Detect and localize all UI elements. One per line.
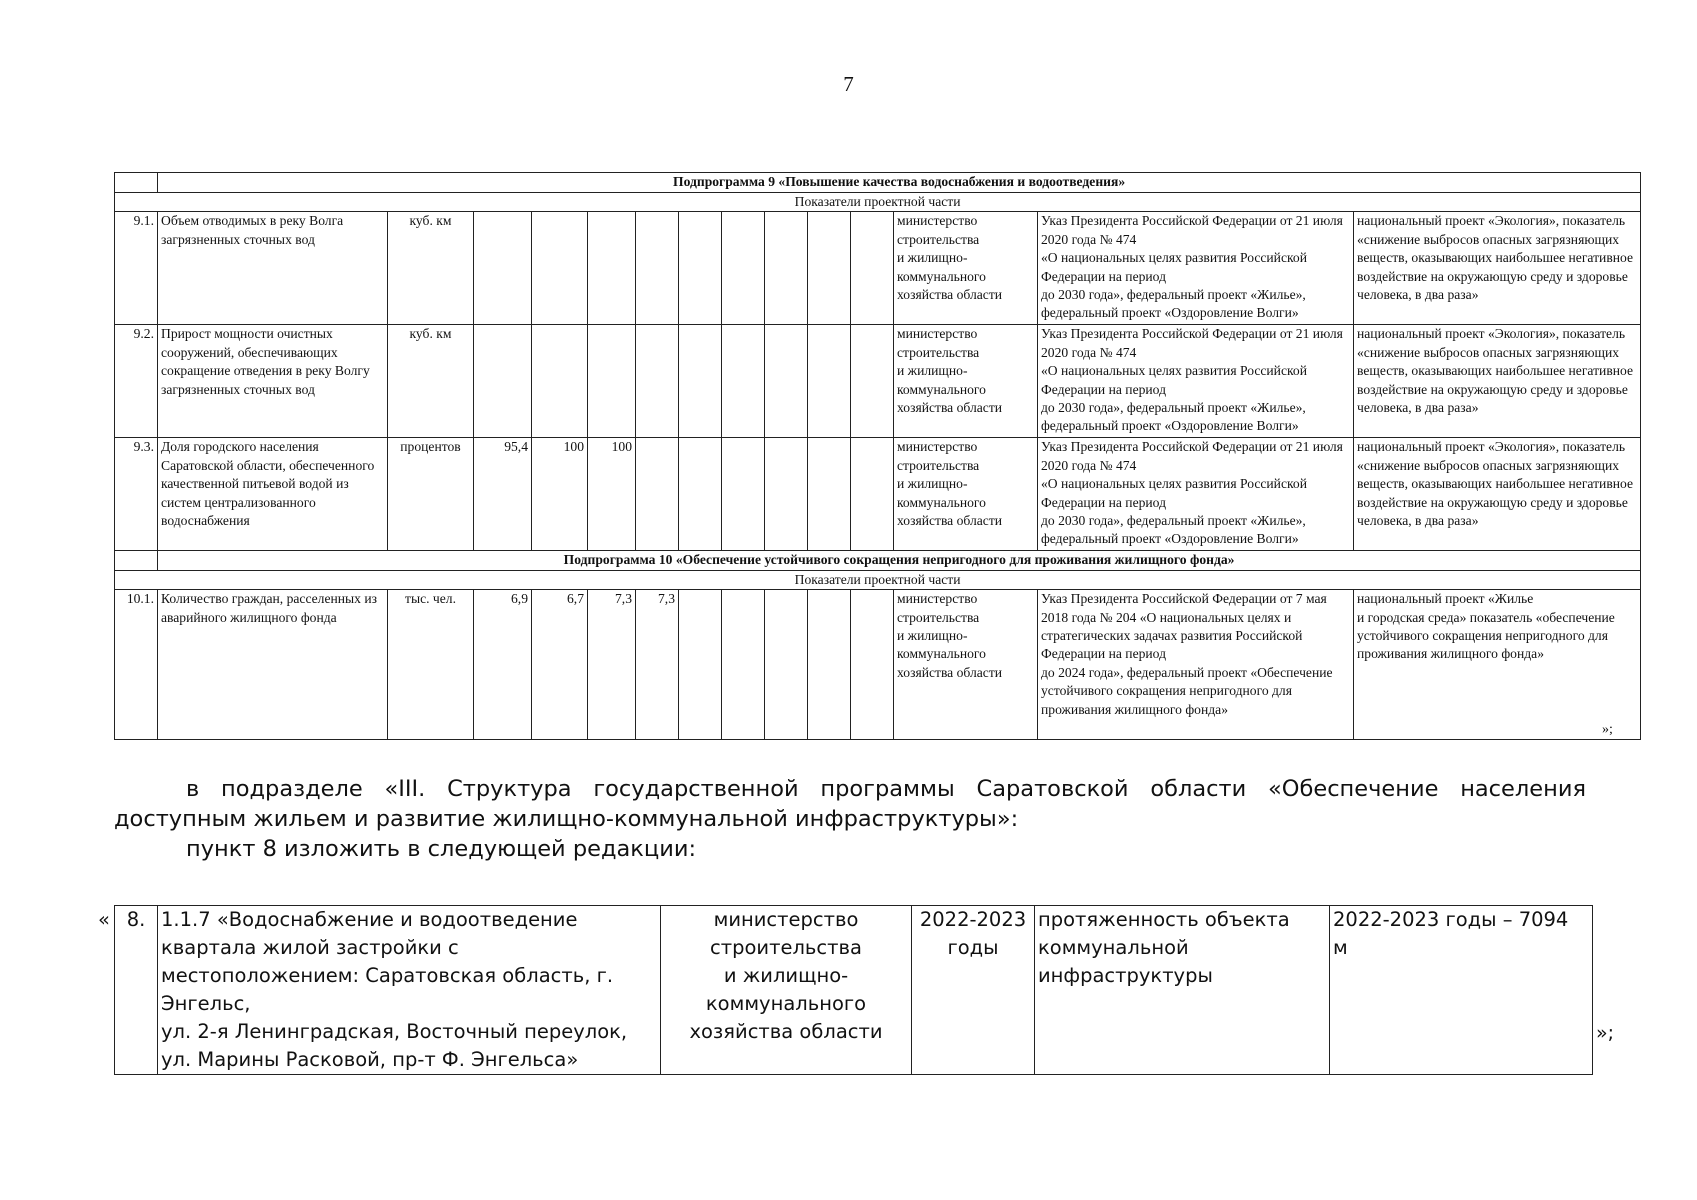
responsible: министерство строительства и жилищно- коммунального хозяйства области	[894, 590, 1038, 740]
subprogram-10-title: Подпрограмма 10 «Обеспечение устойчивого сокращения непригодного для проживания жилищного фонда»	[158, 551, 1641, 570]
unit: процентов	[388, 438, 474, 551]
item-number: 8.	[115, 906, 158, 1075]
value-1	[474, 212, 532, 325]
activity-name: 1.1.7 «Водоснабжение и водоотведение квартала жилой застройки с местоположением: Саратовская область, г. Энгельс, ул. 2-я Ленинградская, Восточный переулок, ул. Марины Расковой, пр-т Ф. Энгельса»	[158, 906, 661, 1075]
national-project-link: национальный проект «Экология», показатель «снижение выбросов опасных загрязняющих веществ, оказывающих наибольшее негативное воздействие на окружающую среду и здоровье человека, в два раза»	[1354, 212, 1641, 325]
value-1: 95,4	[474, 438, 532, 551]
amendment-paragraph-2: пункт 8 изложить в следующей редакции:	[186, 836, 697, 862]
unit: куб. км	[388, 325, 474, 438]
basis: Указ Президента Российской Федерации от 7 мая 2018 года № 204 «О национальных целях и стратегических задачах развития Российской Федерации на период до 2024 года», федеральный проект «Обеспечение устойчивого сокращения непригодного для проживания жилищного фонда»	[1038, 590, 1354, 740]
value-2: 100	[532, 438, 588, 551]
row-number: 9.2.	[115, 325, 158, 438]
responsible: министерство строительства и жилищно- коммунального хозяйства области	[894, 325, 1038, 438]
project-part-label: Показатели проектной части	[115, 193, 1641, 212]
value-4	[636, 212, 679, 325]
project-part-label: Показатели проектной части	[115, 570, 1641, 589]
basis: Указ Президента Российской Федерации от 21 июля 2020 года № 474 «О национальных целях развития Российской Федерации на период до 2030 года», федеральный проект «Жилье», федеральный проект «Оздоровление Волги»	[1038, 325, 1354, 438]
subprogram-9-header-row	[115, 173, 1641, 193]
basis: Указ Президента Российской Федерации от 21 июля 2020 года № 474 «О национальных целях развития Российской Федерации на период до 2030 года», федеральный проект «Жилье», федеральный проект «Оздоровление Волги»	[1038, 212, 1354, 325]
structure-open-quote: «	[98, 908, 110, 931]
indicator: протяженность объекта коммунальной инфраструктуры	[1035, 906, 1330, 1075]
table-row	[115, 906, 1593, 1075]
value-1	[474, 325, 532, 438]
table-row	[115, 590, 1641, 740]
indicator-name: Прирост мощности очистных сооружений, обеспечивающих сокращение отведения в реку Волгу загрязненных сточных вод	[158, 325, 388, 438]
indicators-table	[114, 172, 1641, 740]
subprogram-10-header-row	[115, 551, 1641, 570]
indicator-value: 2022-2023 годы – 7094 м	[1330, 906, 1593, 1075]
indicators-closing-mark: »;	[1602, 722, 1613, 737]
project-part-row	[115, 570, 1641, 589]
national-project-link: национальный проект «Экология», показатель «снижение выбросов опасных загрязняющих веществ, оказывающих наибольшее негативное воздействие на окружающую среду и здоровье человека, в два раза»	[1354, 325, 1641, 438]
responsible: министерство строительства и жилищно- коммунального хозяйства области	[894, 212, 1038, 325]
value-4	[636, 325, 679, 438]
value-2	[532, 325, 588, 438]
basis: Указ Президента Российской Федерации от 21 июля 2020 года № 474 «О национальных целях развития Российской Федерации на период до 2030 года», федеральный проект «Жилье», федеральный проект «Оздоровление Волги»	[1038, 438, 1354, 551]
indicator-name: Объем отводимых в реку Волга загрязненных сточных вод	[158, 212, 388, 325]
row-number: 9.1.	[115, 212, 158, 325]
table-row	[115, 325, 1641, 438]
project-part-row	[115, 193, 1641, 212]
structure-table	[114, 905, 1593, 1075]
value-2	[532, 212, 588, 325]
amendment-paragraph-1: в подразделе «III. Структура государственной программы Саратовской области «Обеспечение населения доступным жильем и развитие жилищно-коммунальной инфраструктуры»:	[114, 776, 1586, 832]
unit: тыс. чел.	[388, 590, 474, 740]
value-4	[636, 438, 679, 551]
period: 2022-2023 годы	[912, 906, 1035, 1075]
responsible: министерство строительства и жилищно- коммунального хозяйства области	[894, 438, 1038, 551]
value-2: 6,7	[532, 590, 588, 740]
page-number: 7	[843, 72, 854, 96]
table-row	[115, 438, 1641, 551]
value-3: 7,3	[588, 590, 636, 740]
value-1: 6,9	[474, 590, 532, 740]
amendment-text	[114, 774, 1586, 864]
subprogram-9-title: Подпрограмма 9 «Повышение качества водоснабжения и водоотведения»	[158, 173, 1641, 193]
structure-closing-mark: »;	[1596, 1022, 1615, 1044]
indicator-name: Доля городского населения Саратовской области, обеспеченного качественной питьевой водой из систем централизованного водоснабжения	[158, 438, 388, 551]
table-row	[115, 212, 1641, 325]
value-3: 100	[588, 438, 636, 551]
national-project-link: национальный проект «Экология», показатель «снижение выбросов опасных загрязняющих веществ, оказывающих наибольшее негативное воздействие на окружающую среду и здоровье человека, в два раза»	[1354, 438, 1641, 551]
responsible: министерство строительства и жилищно- коммунального хозяйства области	[661, 906, 912, 1075]
indicator-name: Количество граждан, расселенных из аварийного жилищного фонда	[158, 590, 388, 740]
value-3	[588, 325, 636, 438]
value-4: 7,3	[636, 590, 679, 740]
national-project-link: национальный проект «Жилье и городская среда» показатель «обеспечение устойчивого сокращения непригодного для проживания жилищного фонда»	[1354, 590, 1641, 740]
unit: куб. км	[388, 212, 474, 325]
value-3	[588, 212, 636, 325]
row-number: 9.3.	[115, 438, 158, 551]
row-number: 10.1.	[115, 590, 158, 740]
